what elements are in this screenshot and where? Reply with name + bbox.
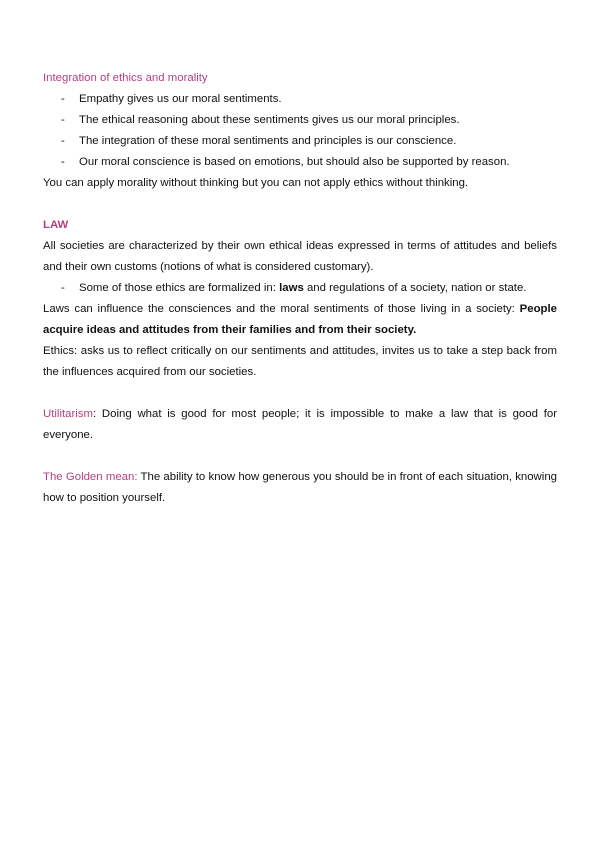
law-influence-bold: People acquire ideas and attitudes from their families and from their society. [43, 303, 557, 336]
utilitarism-paragraph [43, 404, 557, 446]
utilitarism-text: : Doing what is good for most people; it is impossible to make a law that is good for everyone. [43, 408, 557, 441]
list-item: - The ethical reasoning about these sentiments gives us our moral principles. [43, 110, 557, 131]
law-bullet-post: and regulations of a society, nation or state. [303, 282, 527, 294]
spacer [43, 194, 557, 215]
golden-mean-paragraph [43, 467, 557, 509]
spacer [43, 383, 557, 404]
law-bullet-pre: Some of those ethics are formalized in: [79, 282, 280, 294]
law-list [43, 278, 557, 299]
golden-mean-text: The ability to know how generous you should be in front of each situation, knowing how to position yourself. [43, 471, 557, 504]
list-item: - Our moral conscience is based on emotions, but should also be supported by reason. [43, 152, 557, 173]
list-item: - The integration of these moral sentiments and principles is our conscience. [43, 131, 557, 152]
list-item [43, 278, 557, 299]
integration-list [43, 89, 557, 173]
document-body [43, 68, 557, 509]
spacer [43, 446, 557, 467]
law-heading: LAW [43, 219, 69, 231]
golden-mean-term: The Golden mean: [43, 471, 138, 483]
law-intro: All societies are characterized by their own ethical ideas expressed in terms of attitudes and beliefs and their own customs (notions of what is considered customary). [43, 240, 557, 273]
utilitarism-term: Utilitarism [43, 408, 93, 420]
ethics-paragraph: Ethics: asks us to reflect critically on our sentiments and attitudes, invites us to take a step back from the influences acquired from our societies. [43, 345, 557, 378]
integration-heading: Integration of ethics and morality [43, 72, 208, 84]
law-bullet-bold: laws [279, 282, 304, 294]
law-influence-text: Laws can influence the consciences and the moral sentiments of those living in a society: [43, 303, 520, 315]
integration-note: You can apply morality without thinking but you can not apply ethics without thinking. [43, 177, 469, 189]
law-influence-paragraph [43, 299, 557, 341]
list-item: - Empathy gives us our moral sentiments. [43, 89, 557, 110]
